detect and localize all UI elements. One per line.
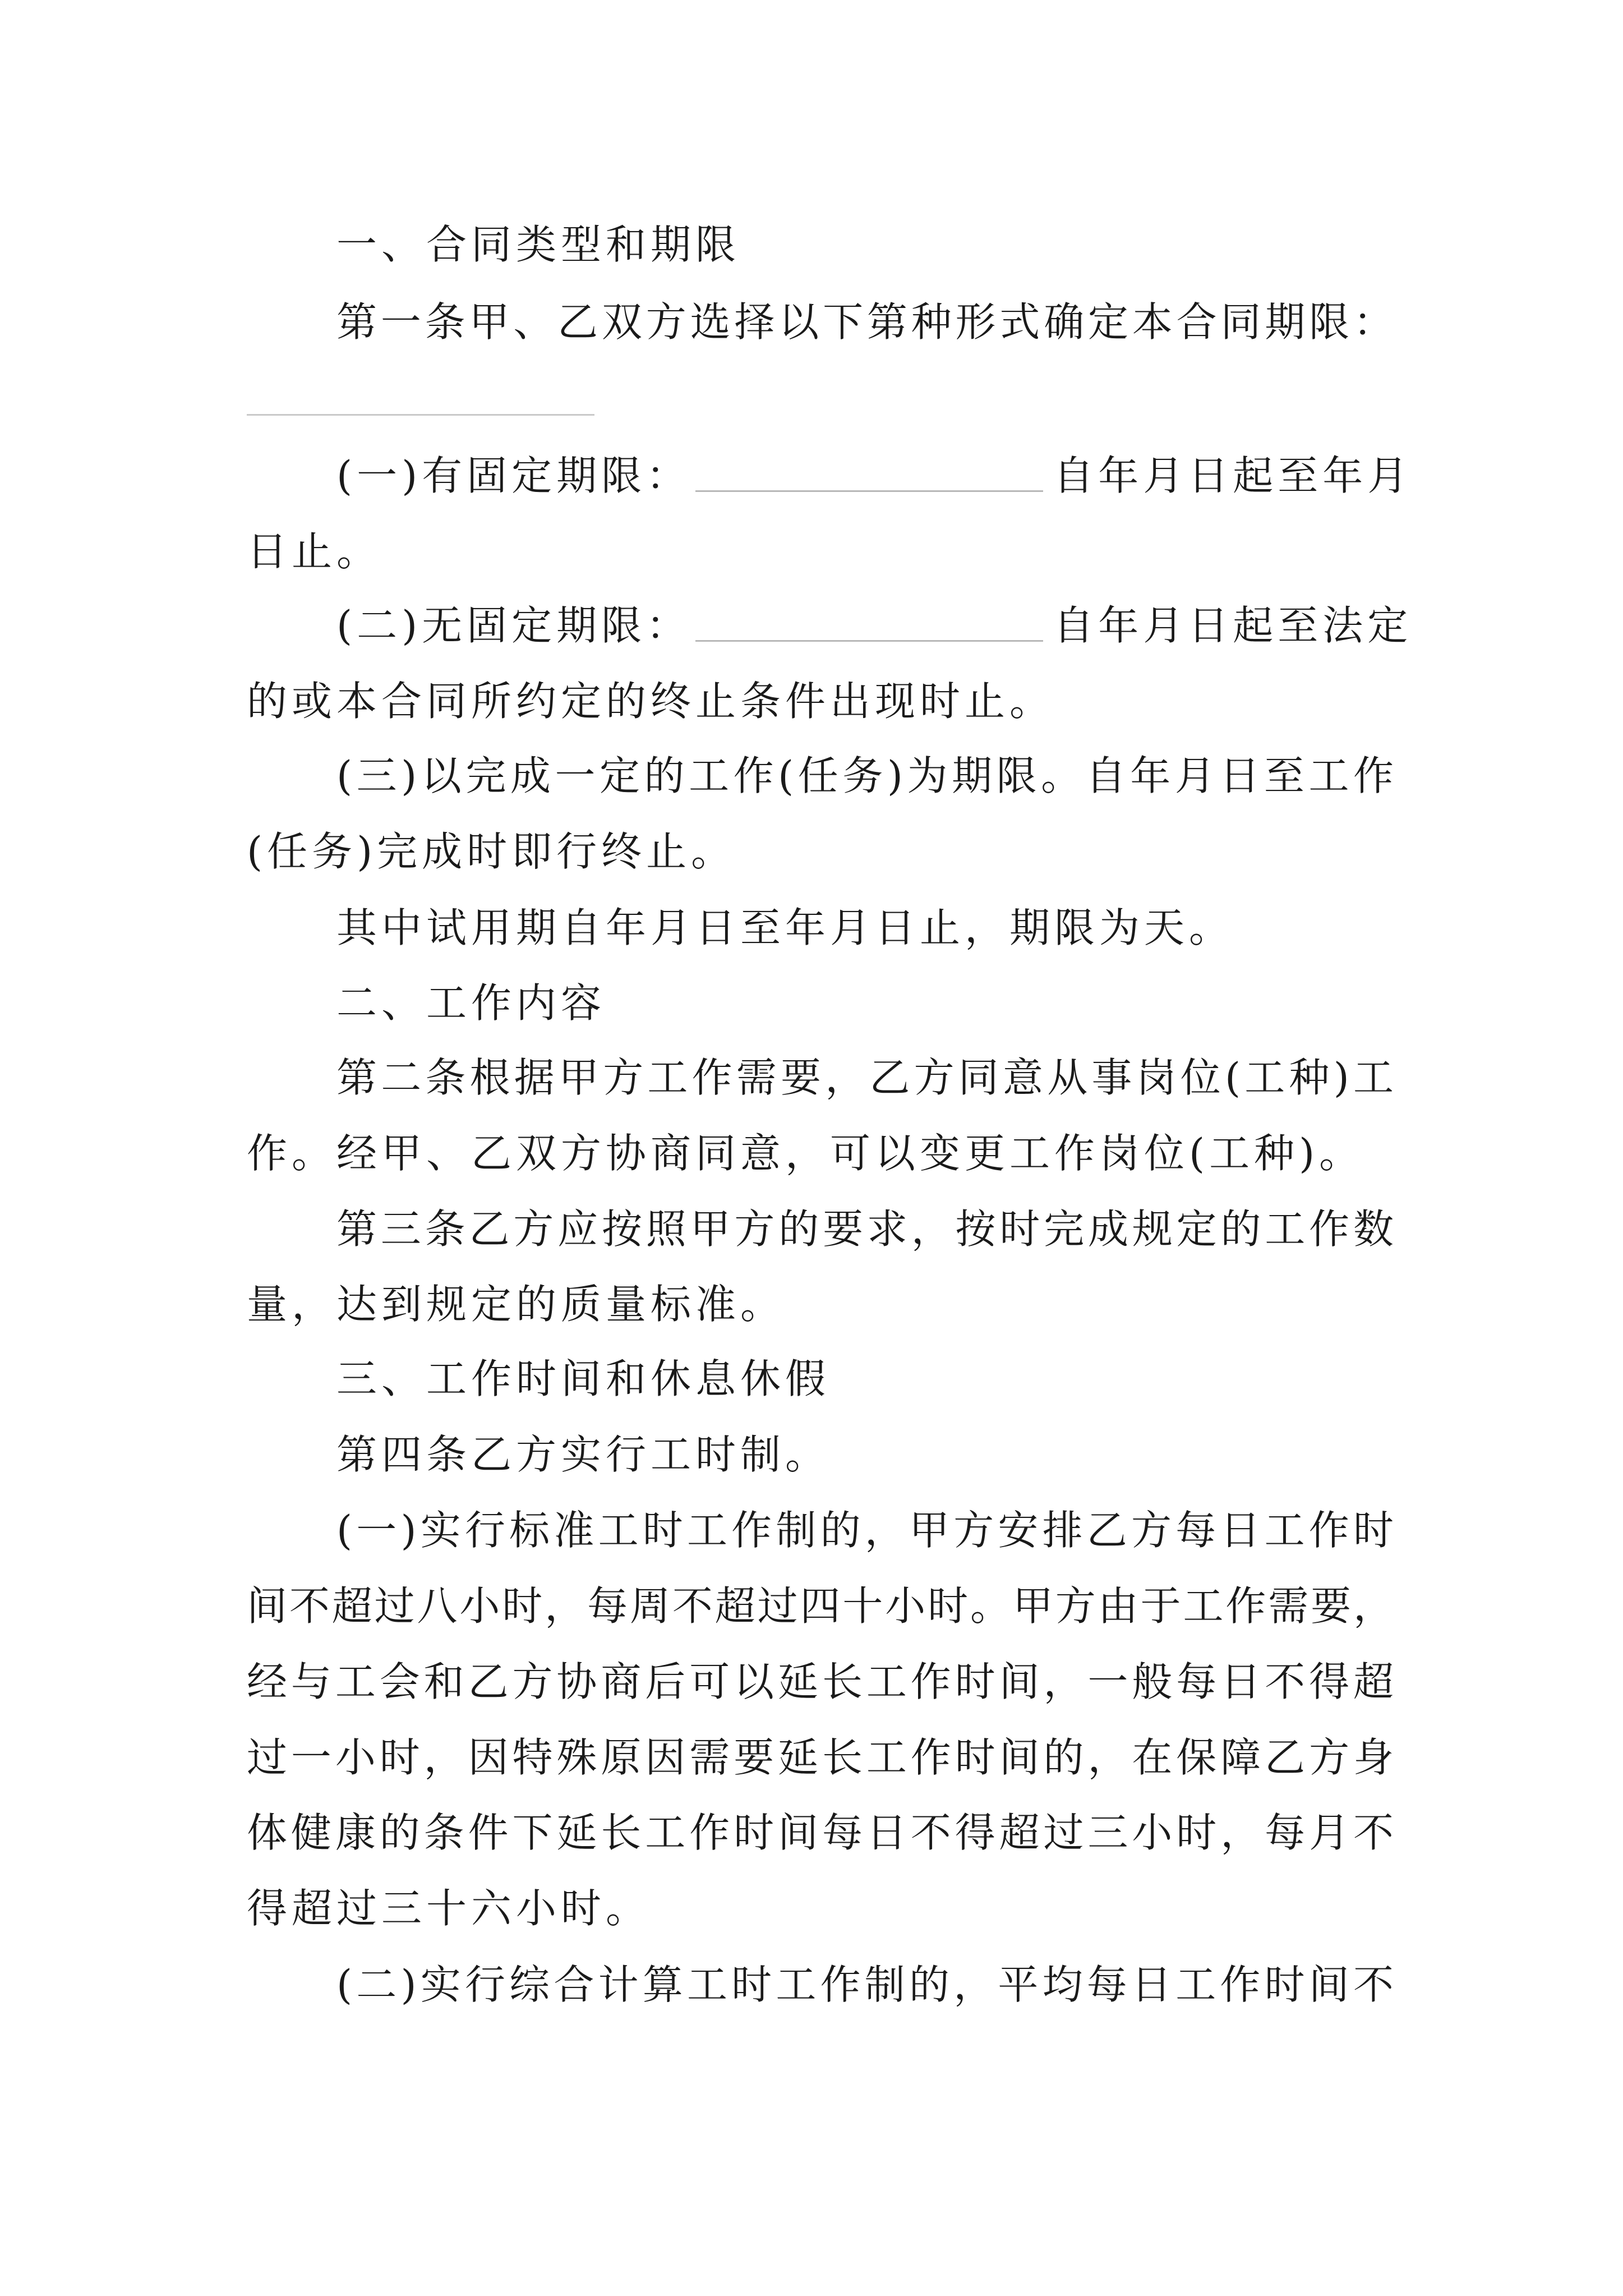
fill-in-blank-line: [247, 414, 594, 416]
article-3-line-1: 第三条乙方应按照甲方的要求，按时完成规定的工作数: [336, 1205, 1394, 1253]
option-2-label: (二)无固定期限：: [336, 602, 691, 649]
option-1-label: (一)有固定期限：: [336, 452, 691, 499]
option-1-continuation: 日止。: [247, 528, 382, 575]
option-1-tail: 自年月日起至年月: [1053, 452, 1413, 499]
probation-period-text: 其中试用期自年月日至年月日止，期限为天。: [336, 904, 1234, 951]
article-4-para-1-line-6: 得超过三十六小时。: [247, 1885, 651, 1932]
option-2-blank: [695, 637, 1043, 642]
option-3-line-2: (任务)完成时即行终止。: [247, 828, 736, 875]
article-4-text: 第四条乙方实行工时制。: [336, 1431, 831, 1478]
option-2-tail: 自年月日起至法定: [1053, 602, 1413, 649]
article-1-text: 第一条甲、乙双方选择以下第种形式确定本合同期限：: [336, 298, 1394, 346]
article-4-para-1-line-1: (一)实行标准工时工作制的，甲方安排乙方每日工作时: [336, 1507, 1394, 1554]
article-4-para-1-line-2: 间不超过八小时，每周不超过四十小时。甲方由于工作需要，: [247, 1582, 1394, 1630]
article-4-para-2-line-1: (二)实行综合计算工时工作制的，平均每日工作时间不: [336, 1961, 1394, 2008]
section-heading-contract-type: 一、合同类型和期限: [336, 221, 741, 268]
option-2-continuation: 的或本合同所约定的终止条件出现时止。: [247, 678, 1055, 725]
option-3-line-1: (三)以完成一定的工作(任务)为期限。自年月日至工作: [336, 752, 1394, 799]
article-4-para-1-line-3: 经与工会和乙方协商后可以延长工作时间，一般每日不得超: [247, 1658, 1394, 1705]
article-2-line-1: 第二条根据甲方工作需要，乙方同意从事岗位(工种)工: [336, 1054, 1394, 1101]
article-2-line-2: 作。经甲、乙双方协商同意，可以变更工作岗位(工种)。: [247, 1130, 1364, 1177]
option-2-line: [336, 599, 1412, 652]
option-1-line: [336, 449, 1412, 503]
section-heading-work-content: 二、工作内容: [336, 979, 606, 1027]
option-1-blank: [695, 487, 1043, 492]
article-4-para-1-line-4: 过一小时，因特殊原因需要延长工作时间的，在保障乙方身: [247, 1734, 1394, 1781]
section-heading-work-hours: 三、工作时间和休息休假: [336, 1355, 831, 1402]
article-4-para-1-line-5: 体健康的条件下延长工作时间每日不得超过三小时，每月不: [247, 1809, 1394, 1856]
article-3-line-2: 量，达到规定的质量标准。: [247, 1281, 786, 1328]
